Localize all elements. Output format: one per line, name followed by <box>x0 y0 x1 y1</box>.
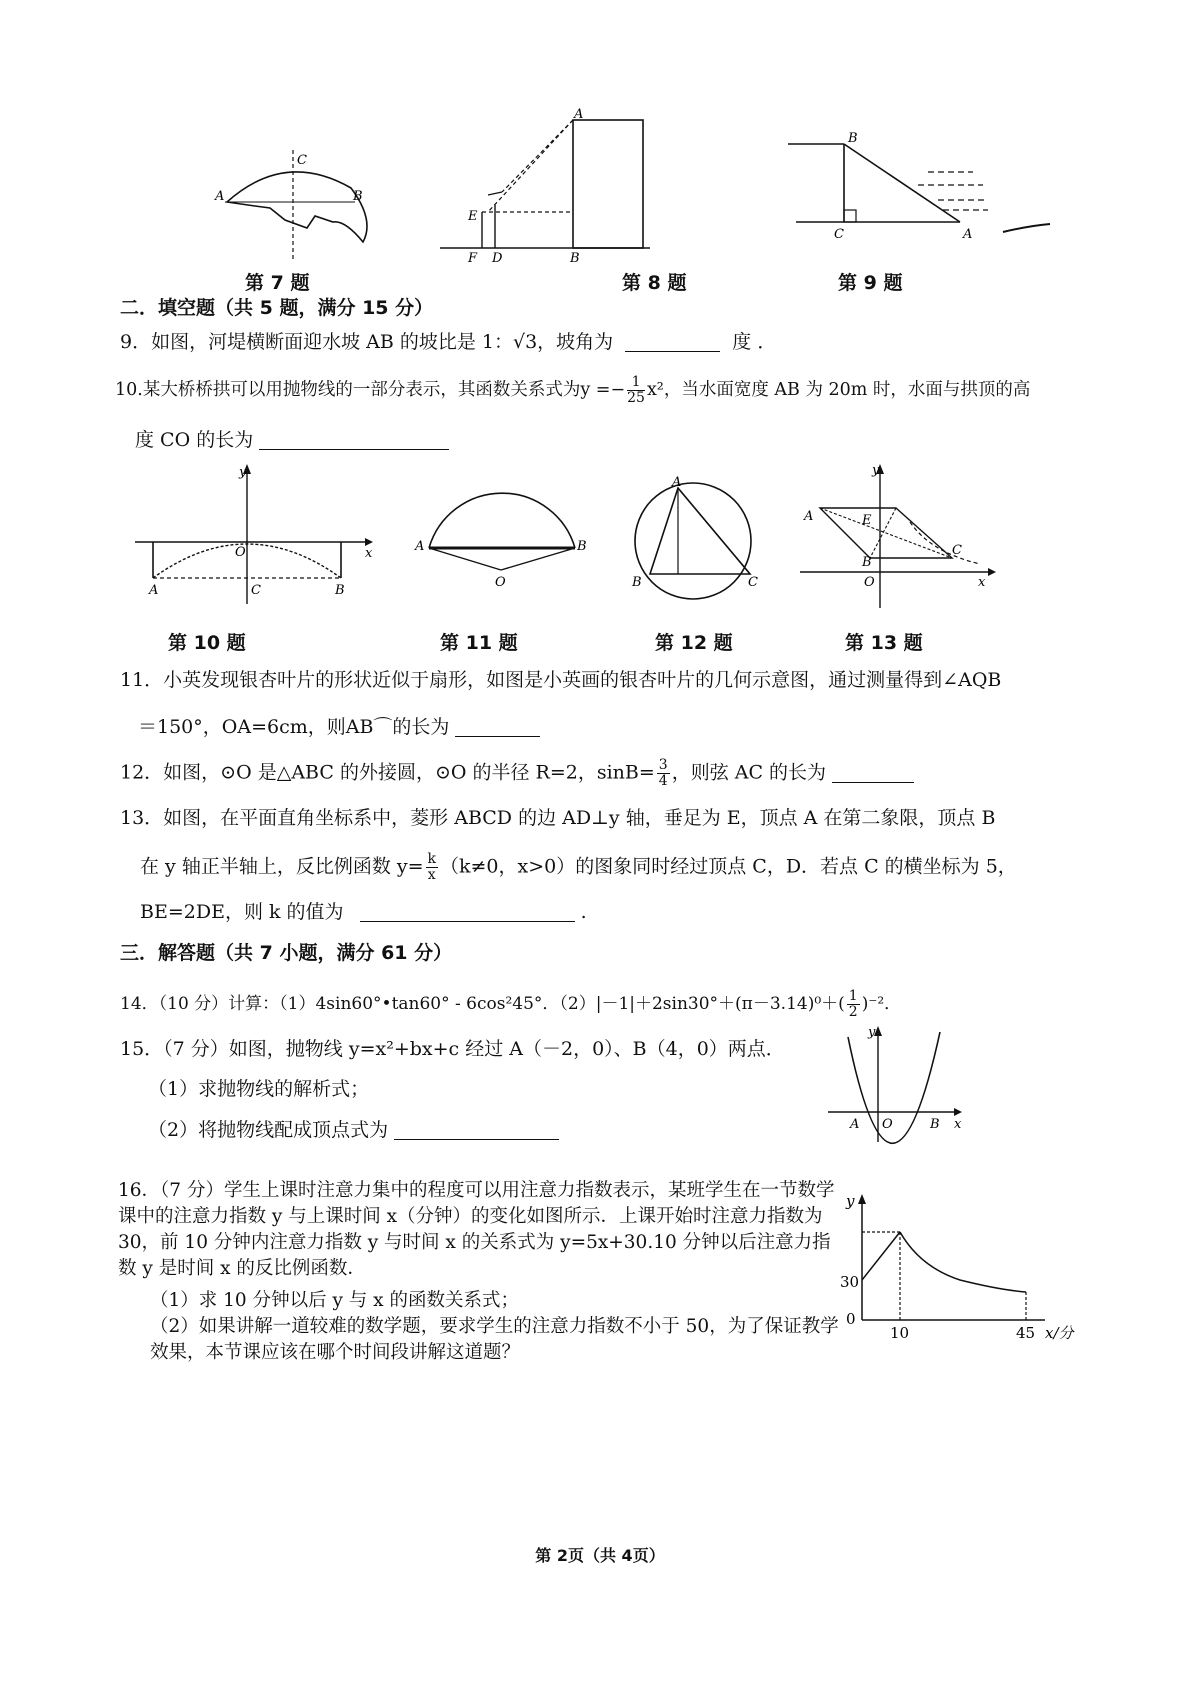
fig13-label-x: x <box>978 575 986 590</box>
fig13-label-y: y <box>872 463 880 478</box>
q9-text: 9．如图，河堤横断面迎水坡 AB 的坡比是 1：√3，坡角为 <box>120 331 614 353</box>
fig8-label-b: B <box>570 251 580 266</box>
fig12-label-c: C <box>748 575 758 590</box>
fig16-label-0: 0 <box>846 1310 856 1328</box>
question-13: 13．如图，在平面直角坐标系中，菱形 ABCD 的边 AD⊥y 轴，垂足为 E，顶点 A 在第二象限，顶点 B <box>120 807 996 829</box>
q11-answer-blank[interactable] <box>455 716 540 737</box>
q15-answer-blank[interactable] <box>394 1119 559 1140</box>
fig15-label-a: A <box>850 1117 860 1132</box>
fig12-label-b: B <box>632 575 642 590</box>
fig8-label-d: D <box>492 251 503 266</box>
q12-pre: 12．如图，⊙O 是△ABC 的外接圆，⊙O 的半径 R=2，sinB= <box>120 761 655 784</box>
figure-8 <box>440 107 670 266</box>
fig8-label-e: E <box>468 209 478 224</box>
fig11-label-a: A <box>415 539 425 554</box>
fig16-label-x: x/分 <box>1045 1324 1074 1342</box>
fig13-label-a: A <box>804 509 814 524</box>
question-11-line2 <box>138 715 1198 739</box>
caption-fig12: 第 12 题 <box>655 632 733 654</box>
q13-fraction: $\frac{k}{x}$ <box>427 851 436 883</box>
fig7-label-a: A <box>215 189 225 204</box>
fig13-label-c: C <box>952 543 962 558</box>
q13-line2-post: （k≠0，x>0）的图象同时经过顶点 C，D．若点 C 的横坐标为 5， <box>440 855 1017 878</box>
q13-answer-blank[interactable] <box>360 901 575 922</box>
q14-post: )⁻²． <box>861 994 902 1014</box>
question-14 <box>120 989 1180 1020</box>
question-10-line2 <box>135 428 1195 452</box>
question-13-line2 <box>140 852 1200 883</box>
q14-fraction: $\frac{1}{2}$ <box>848 988 858 1020</box>
q12-answer-blank[interactable] <box>832 762 914 783</box>
question-15-part1: （1）求抛物线的解析式； <box>148 1078 370 1100</box>
fig10-label-o: O <box>235 545 246 560</box>
section-3-heading: 三．解答题（共 7 小题，满分 61 分） <box>120 942 453 964</box>
fig16-label-45: 45 <box>1016 1324 1036 1342</box>
fig13-label-o: O <box>864 575 875 590</box>
question-15-part2 <box>148 1118 1200 1142</box>
fig10-label-c: C <box>251 583 261 598</box>
figure-7 <box>215 150 385 260</box>
figure-10 <box>135 462 375 607</box>
fig15-label-y: y <box>868 1025 876 1040</box>
caption-fig8: 第 8 题 <box>622 272 687 294</box>
q10-answer-blank[interactable] <box>259 429 449 450</box>
fig12-label-a: A <box>672 475 682 490</box>
question-16-part2: （2）如果讲解一道较难的数学题，要求学生的注意力指数不小于 50，为了保证教学效果，本节课应该在哪个时间段讲解这道题？ <box>150 1316 839 1363</box>
caption-fig11: 第 11 题 <box>440 632 518 654</box>
question-16-part1: （1）求 10 分钟以后 y 与 x 的函数关系式； <box>150 1290 519 1311</box>
q13-line3: BE=2DE，则 k 的值为 <box>140 901 344 923</box>
caption-fig13: 第 13 题 <box>845 632 923 654</box>
q10-fraction: $\frac{1}{25}$ <box>627 374 645 406</box>
fig16-label-y: y <box>846 1192 855 1210</box>
fig7-label-b: B <box>353 189 363 204</box>
q9-tail: 度 ． <box>732 331 777 353</box>
figure-11 <box>415 470 590 590</box>
fig10-label-y: y <box>239 465 247 480</box>
fig10-label-x: x <box>365 546 373 561</box>
question-11: 11．小英发现银杏叶片的形状近似于扇形，如图是小英画的银杏叶片的几何示意图，通过测量得到∠AQB <box>120 669 1002 691</box>
fig7-label-c: C <box>297 153 307 168</box>
q13-line2-pre: 在 y 轴正半轴上，反比例函数 y= <box>140 855 424 878</box>
q10-line2: 度 CO 的长为 <box>135 429 254 451</box>
fig9-label-c: C <box>834 227 844 242</box>
figure-15 <box>828 1022 978 1177</box>
fig13-label-e: E <box>862 513 872 528</box>
question-9 <box>120 330 1180 354</box>
fig9-label-a: A <box>963 227 973 242</box>
fig8-label-a: A <box>574 107 584 122</box>
q10-post: x²，当水面宽度 AB 为 20m 时，水面与拱顶的高 <box>646 380 1031 400</box>
fig10-label-b: B <box>335 583 345 598</box>
fig13-label-b: B <box>862 555 872 570</box>
figure-9 <box>788 130 1058 245</box>
fig16-label-10: 10 <box>890 1324 910 1342</box>
fig8-label-f: F <box>468 251 478 266</box>
figure-16 <box>840 1192 1100 1342</box>
q9-answer-blank[interactable] <box>625 331 720 352</box>
question-15: 15．（7 分）如图，抛物线 y=x²+bx+c 经过 A（－2，0）、B（4，0）两点． <box>120 1038 785 1060</box>
caption-fig9: 第 9 题 <box>838 272 903 294</box>
question-12 <box>120 758 1180 789</box>
caption-fig10: 第 10 题 <box>168 632 246 654</box>
fig16-label-30: 30 <box>840 1273 860 1291</box>
q12-fraction: $\frac{3}{4}$ <box>658 757 668 789</box>
fig11-label-o: O <box>495 575 506 590</box>
fig15-label-x: x <box>954 1117 962 1132</box>
fig11-label-b: B <box>577 539 587 554</box>
question-13-line3: BE=2DE，则 k 的值为 . <box>140 901 587 923</box>
figure-12 <box>628 475 763 608</box>
fig10-label-a: A <box>149 583 159 598</box>
q14-pre: 14．（10 分）计算：（1）4sin60°•tan60° - 6cos²45°．（2）|－1|＋2sin30°＋(π－3.14)⁰＋( <box>120 994 845 1014</box>
page-footer: 第 2页（共 4页） <box>535 1546 665 1565</box>
fig15-label-o: O <box>882 1117 893 1132</box>
question-16: 16．（7 分）学生上课时注意力集中的程度可以用注意力指数表示，某班学生在一节数学课中的注意力指数 y 与上课时间 x（分钟）的变化如图所示．上课开始时注意力指数为 30，前 10 分钟内注意力指数 y 与时间 x 的关系式为 y=5x+30.10 分钟以后注意力指数 y 是时间 x 的反比例函数． <box>118 1180 835 1279</box>
caption-fig7: 第 7 题 <box>245 272 310 294</box>
section-2-heading: 二．填空题（共 5 题，满分 15 分） <box>120 297 434 319</box>
fig9-label-b: B <box>848 131 858 146</box>
q12-post: ，则弦 AC 的长为 <box>671 761 827 784</box>
q15-part2-text: （2）将抛物线配成顶点式为 <box>148 1119 389 1141</box>
figure-13 <box>800 462 1000 610</box>
fig15-label-b: B <box>930 1117 940 1132</box>
question-10 <box>115 375 1175 406</box>
q10-pre: 10.某大桥桥拱可以用抛物线的一部分表示，其函数关系式为y =− <box>115 380 626 400</box>
q11-line2: ＝150°，OA=6cm，则AB⌒的长为 <box>138 716 450 738</box>
